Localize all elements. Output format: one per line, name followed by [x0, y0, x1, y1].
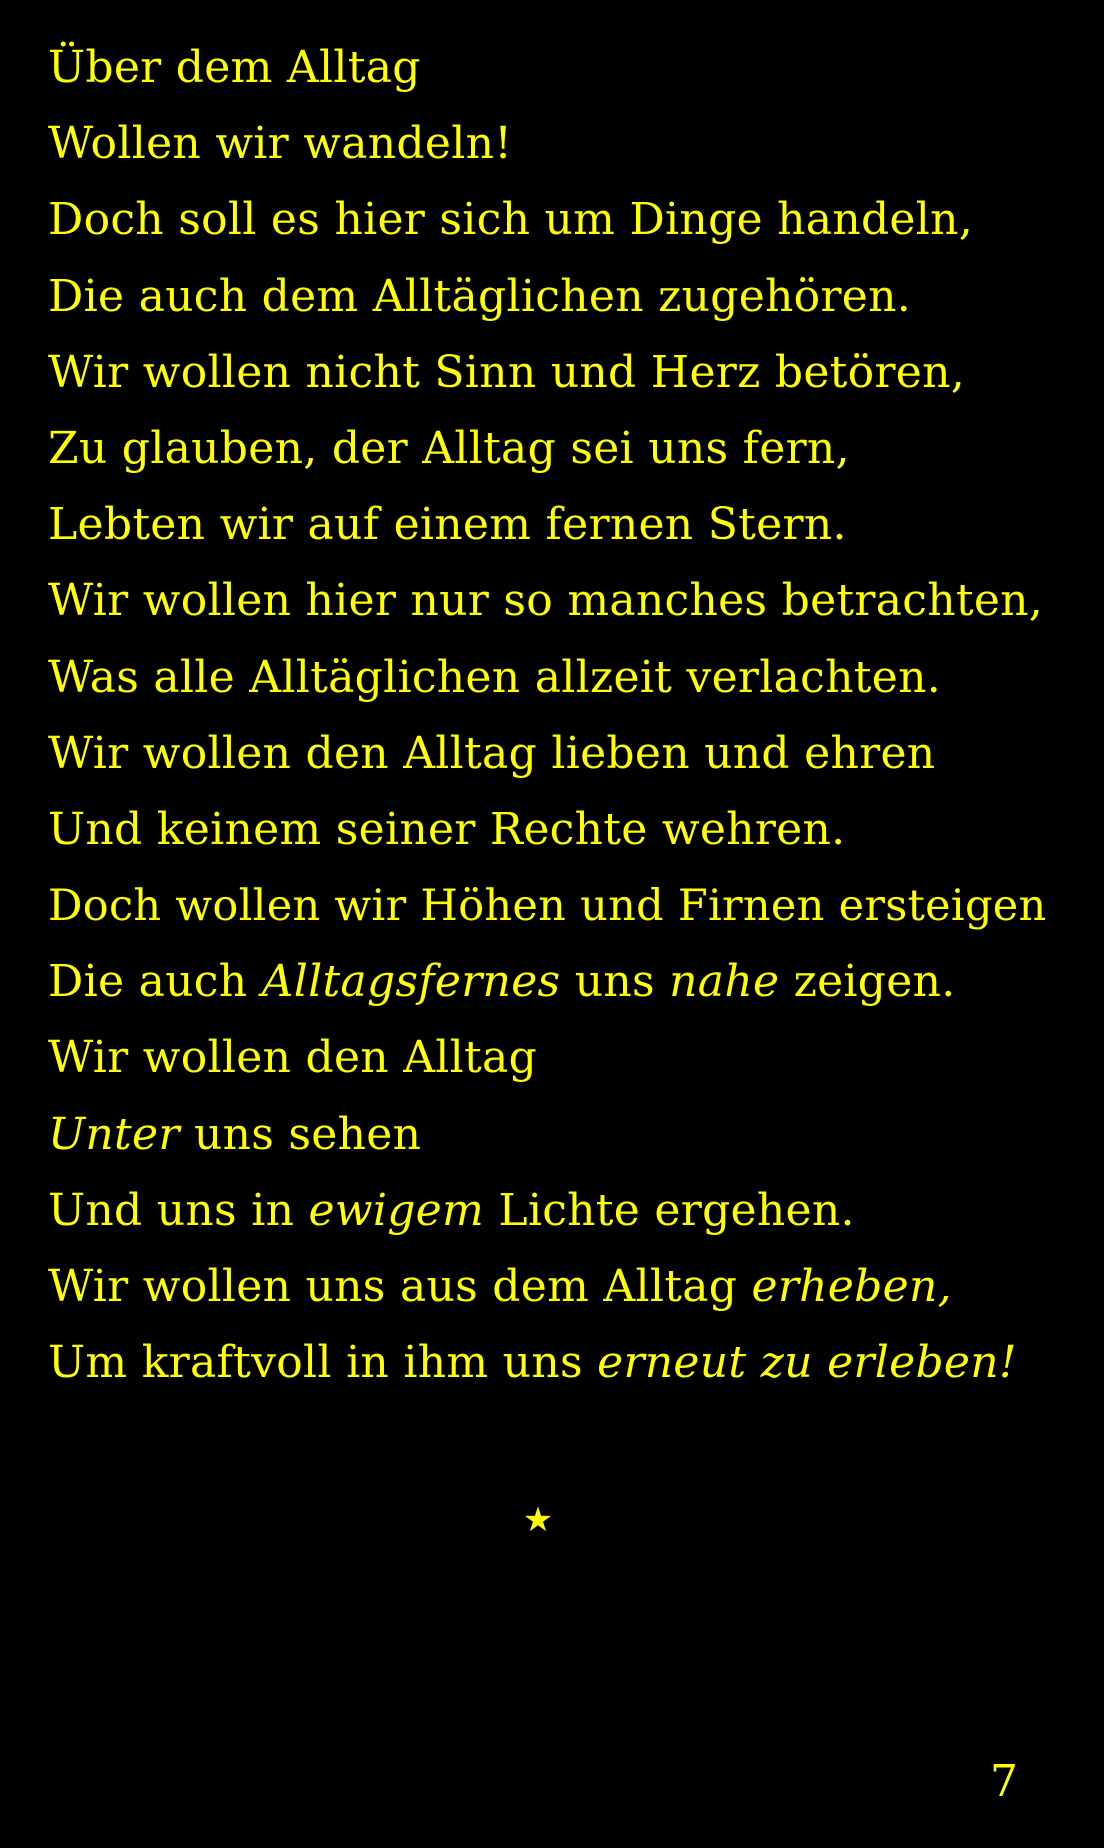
poem-line — [48, 640, 1058, 716]
poem-line — [48, 259, 1058, 335]
page-number: 7 — [990, 1756, 1018, 1807]
poem-segment: Wir wollen uns aus dem Alltag — [48, 1261, 752, 1312]
poem-line — [48, 868, 1058, 944]
poem-emphasis: Alltagsfernes — [261, 956, 561, 1008]
poem-segment: Lebten wir auf einem fernen Stern. — [48, 499, 847, 551]
poem-line — [48, 1249, 1058, 1325]
poem-segment: Um kraftvoll in ihm uns — [48, 1337, 598, 1389]
poem-line — [48, 106, 1058, 182]
poem-segment: Über dem Alltag — [48, 42, 421, 93]
poem-segment: Wir wollen hier nur so manches betrachten, — [48, 575, 1044, 627]
poem-segment: Und keinem seiner Rechte wehren. — [48, 803, 846, 855]
poem-segment: Doch soll es hier sich um Dinge handeln, — [48, 194, 974, 246]
poem-emphasis: erneut zu erleben! — [597, 1337, 1017, 1389]
poem-emphasis: nahe — [669, 956, 780, 1008]
poem-segment: Wollen wir wandeln! — [48, 118, 513, 170]
poem-line — [48, 1173, 1058, 1249]
poem-line — [48, 563, 1058, 639]
poem-line — [48, 182, 1058, 258]
poem-line — [48, 335, 1058, 411]
poem-segment: Doch wollen wir Höhen und Firnen ersteigen — [48, 881, 1047, 932]
poem-line — [48, 30, 1058, 106]
poem-emphasis: erheben, — [751, 1261, 952, 1312]
poem-segment: zeigen. — [779, 956, 956, 1008]
poem-line — [48, 1020, 1058, 1096]
poem-segment: Wir wollen nicht Sinn und Herz betören, — [48, 346, 966, 398]
poem-segment: Lichte ergehen. — [484, 1184, 855, 1236]
poem-emphasis: ewigem — [308, 1184, 485, 1236]
poem-line — [48, 1325, 1058, 1401]
star-ornament-icon: ★ — [522, 1500, 554, 1540]
poem-line — [48, 716, 1058, 792]
poem-line — [48, 1097, 1058, 1173]
poem-segment: uns — [560, 956, 670, 1008]
poem-segment: uns sehen — [179, 1108, 422, 1160]
poem-line — [48, 487, 1058, 563]
poem-text — [48, 30, 1058, 1401]
poem-segment: Die auch — [48, 956, 262, 1008]
poem-segment: Wir wollen den Alltag — [48, 1032, 538, 1084]
poem-segment: Was alle Alltäglichen allzeit verlachten. — [48, 651, 941, 703]
poem-segment: Die auch dem Alltäglichen zugehören. — [48, 270, 912, 322]
poem-segment: Wir wollen den Alltag lieben und ehren — [48, 727, 936, 779]
poem-emphasis: Unter — [48, 1108, 180, 1160]
poem-line — [48, 944, 1058, 1020]
poem-segment: Zu glauben, der Alltag sei uns fern, — [48, 422, 850, 474]
poem-line — [48, 792, 1058, 868]
poem-segment: Und uns in — [48, 1184, 309, 1236]
poem-line — [48, 411, 1058, 487]
